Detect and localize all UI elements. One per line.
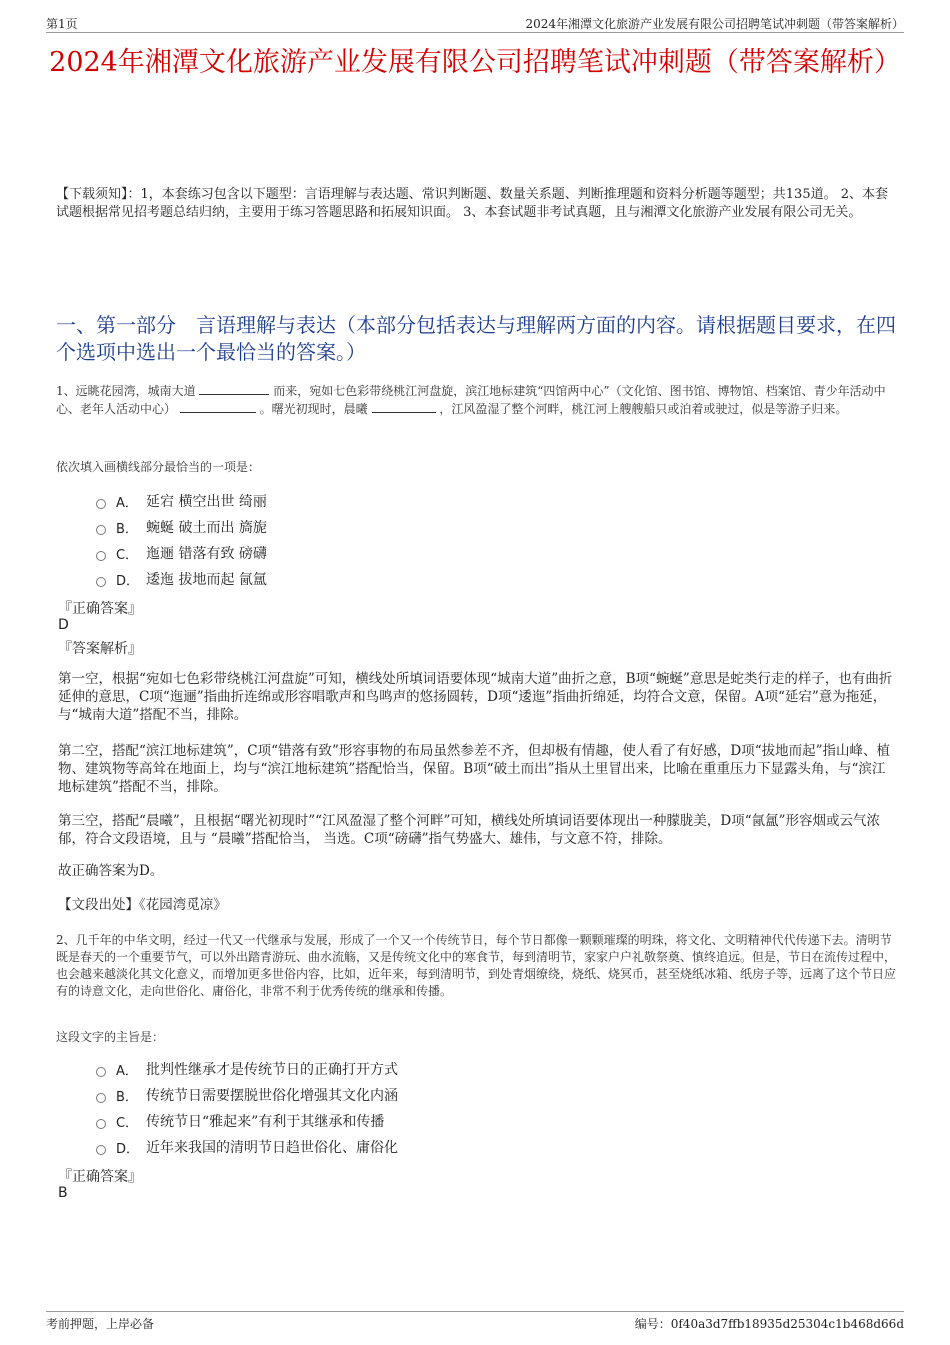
q1-text-part-3: 。曙光初现时，晨曦 [259,402,368,416]
q1-option-c[interactable]: C． 迤逦 错落有致 磅礴 [96,540,267,566]
q1-blank-3 [372,400,436,413]
page-number: 第1页 [46,17,78,31]
q1-analysis-paragraph-1: 第一空，根据“宛如七色彩带绕桃江河盘旋”可知，横线处所填词语要体现“城南大道”曲折之意，B项“蜿蜒”意思是蛇类行走的样子，也有曲折延伸的意思，C项“迤逦”指曲折连绵或形容唱歌声和鸟鸣声的悠扬圆转，D项“逶迤”指曲折绵延，均符合文意，保留。A项“延宕”意为拖延，与“城南大道”搭配不当，排除。 [58,671,893,723]
q1-prompt: 依次填入画横线部分最恰当的一项是： [56,460,261,474]
q1-conclusion: 故正确答案为D。 [58,863,164,879]
q1-option-a[interactable]: A． 延宕 横空出世 绮丽 [96,488,267,514]
section-heading: 一、第一部分 言语理解与表达（本部分包括表达与理解两方面的内容。请根据题目要求，在四个选项中选出一个最恰当的答案。） [56,313,896,364]
header-doc-title: 2024年湘潭文化旅游产业发展有限公司招聘笔试冲刺题（带答案解析） [525,17,904,31]
q1-option-d[interactable]: D． 逶迤 拔地而起 氤氲 [96,566,267,592]
page-footer [46,1311,904,1332]
q2-option-a[interactable]: A． 批判性继承才是传统节日的正确打开方式 [96,1056,398,1082]
radio-icon[interactable] [96,551,106,561]
q1-blank-2 [180,400,256,413]
q1-text-part-2: 而来，宛如七色彩带绕桃江河盘旋，滨江地标建筑“四馆两中心”（文化馆、图书馆、博物馆、档案馆、青少年活动中心、老年人活动中心） [56,384,886,416]
radio-icon[interactable] [96,1067,106,1077]
radio-icon[interactable] [96,525,106,535]
q1-blank-1 [199,382,269,395]
page-header [46,14,904,33]
radio-icon[interactable] [96,1145,106,1155]
q2-answer: B [58,1185,68,1201]
q2-option-c[interactable]: C． 传统节日“雅起来”有利于其继承和传播 [96,1108,398,1134]
download-notice: 【下载须知】：1，本套练习包含以下题型：言语理解与表达题、常识判断题、数量关系题、判断推理题和资料分析题等题型；共135道。 2、本套试题根据常见招考题总结归纳，主要用于练习答题思路和拓展知识面。 3、本套试题非考试真题，且与湘潭文化旅游产业发展有限公司无关。 [56,187,888,220]
q2-answer-label: 『正确答案』 [58,1169,142,1185]
q1-answer-label: 『正确答案』 [58,601,142,617]
q1-option-b[interactable]: B． 蜿蜒 破土而出 旖旎 [96,514,267,540]
q2-prompt: 这段文字的主旨是： [56,1030,165,1044]
q1-text-part-4: ，江风盈湿了整个河畔，桃江河上艘艘船只或泊着或驶过，似是等游子归来。 [439,402,848,416]
q2-option-b[interactable]: B． 传统节日需要摆脱世俗化增强其文化内涵 [96,1082,398,1108]
footer-slogan: 考前押题，上岸必备 [46,1317,155,1331]
q2-option-d[interactable]: D． 近年来我国的清明节日趋世俗化、庸俗化 [96,1134,398,1160]
question-2-text: 2、几千年的中华文明，经过一代又一代继承与发展，形成了一个又一个传统节日，每个节日都像一颗颗璀璨的明珠，将文化、文明精神代代传递下去。清明节既是春天的一个重要节气，可以外出踏青游玩、曲水流觞，又是传统文化中的寒食节，每到清明节，家家户户礼敬祭奠、慎终追远。但是，节日在流传过程中，也会越来越淡化其文化意义，而增加更多世俗内容，比如，近年来，每到清明节，到处青烟缭绕，烧纸、烧冥币，甚至烧纸冰箱、纸房子等，远离了这个节日应有的诗意文化，走向世俗化、庸俗化，非常不利于优秀传统的继承和传播。 [56,933,897,998]
question-1-text [56,382,900,418]
radio-icon[interactable] [96,1119,106,1129]
q1-analysis-label: 『答案解析』 [58,641,142,657]
q1-answer: D [58,617,69,633]
footer-doc-id: 编号：0f40a3d7ffb18935d25304c1b468d66d [634,1317,904,1331]
q1-analysis-paragraph-2: 第二空，搭配“滨江地标建筑”，C项“错落有致”形容事物的布局虽然参差不齐，但却极有情趣，使人看了有好感，D项“拔地而起”指山峰、植物、建筑物等高耸在地面上，均与“滨江地标建筑”搭配恰当，保留。B项“破土而出”指从土里冒出来，比喻在重重压力下显露头角，与“滨江地标建筑”搭配不当，排除。 [58,743,891,795]
q1-source: 【文段出处】《花园湾觅凉》 [58,897,227,913]
q2-options [96,1056,398,1160]
q1-text-part-1: 1、远眺花园湾，城南大道 [56,384,196,398]
radio-icon[interactable] [96,499,106,509]
q1-analysis-paragraph-3: 第三空，搭配“晨曦”，且根据“曙光初现时”“江风盈湿了整个河畔”可知，横线处所填词语要体现出一种朦胧美，D项“氤氲”形容烟或云气浓郁，符合文段语境，且与 “晨曦”搭配恰当， 当选。C项“磅礴”指气势盛大、雄伟，与文意不符，排除。 [58,813,881,847]
radio-icon[interactable] [96,1093,106,1103]
radio-icon[interactable] [96,577,106,587]
document-title: 2024年湘潭文化旅游产业发展有限公司招聘笔试冲刺题（带答案解析） [49,47,901,78]
q1-options [96,488,267,592]
